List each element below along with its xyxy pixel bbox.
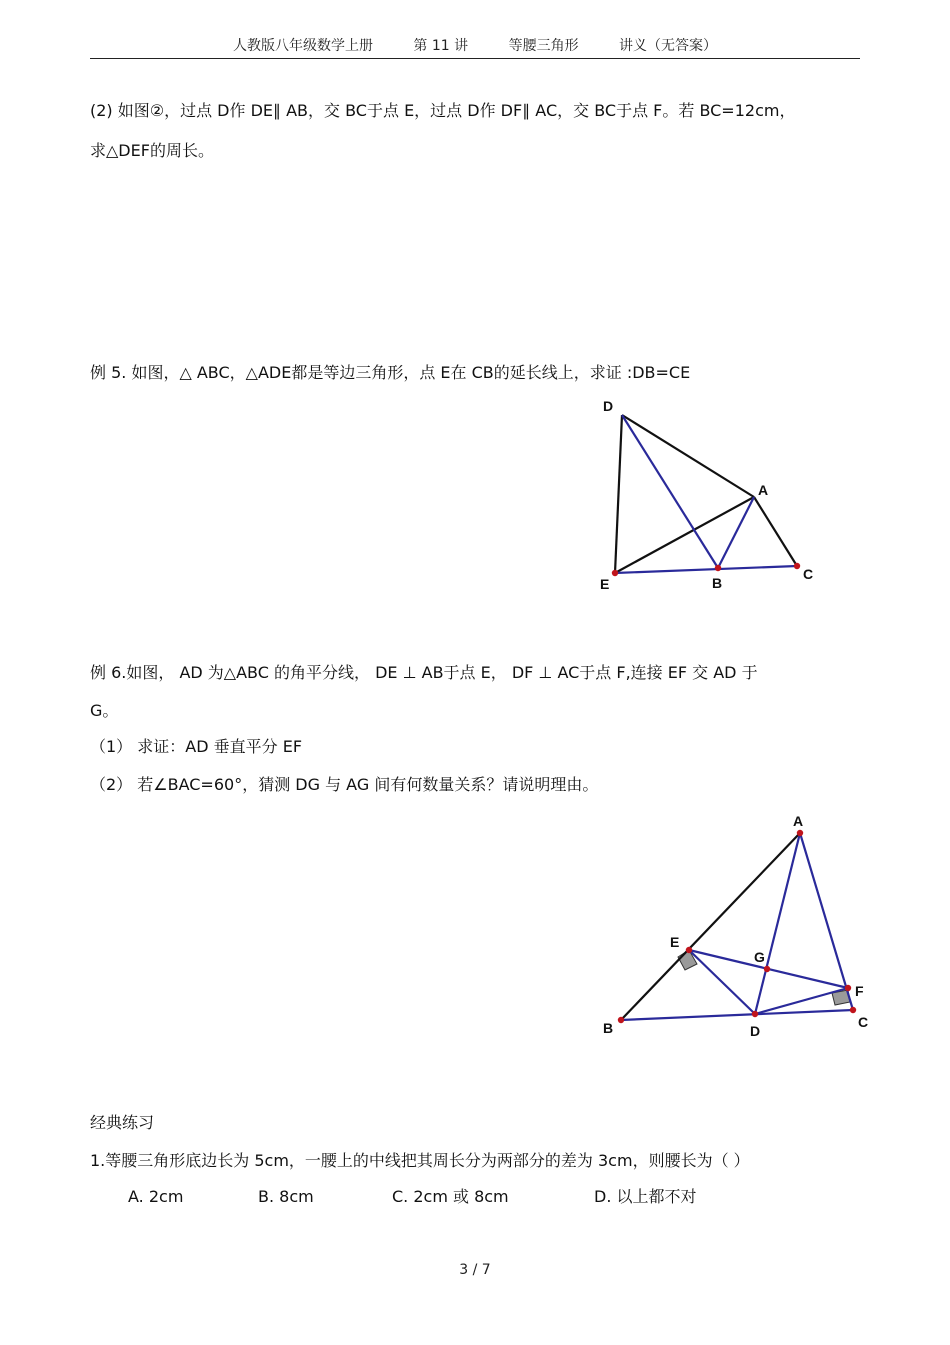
seg-BC (621, 1010, 853, 1020)
label-E: E (600, 576, 610, 592)
point-D (752, 1011, 758, 1017)
label-B: B (712, 575, 723, 591)
example6-line2: G。 (90, 701, 119, 720)
seg-EC (615, 566, 797, 573)
point-B (618, 1017, 624, 1023)
seg-DA (622, 415, 754, 497)
right-angle-E (678, 950, 697, 970)
point-C (794, 563, 800, 569)
header-lecture: 第 11 讲 (413, 38, 469, 54)
option-b: B. 8cm (258, 1187, 314, 1206)
header-topic: 等腰三角形 (508, 38, 579, 54)
label-A: A (758, 482, 769, 498)
seg-DB (622, 415, 718, 568)
option-c: C. 2cm 或 8cm (392, 1187, 509, 1206)
seg-AD (755, 833, 800, 1014)
label-G: G (754, 949, 765, 965)
problem2-line2: 求△DEF的周长。 (90, 141, 214, 160)
point-G (764, 966, 770, 972)
seg-ED (689, 950, 755, 1014)
option-a: A. 2cm (128, 1187, 184, 1206)
label-A: A (793, 813, 804, 829)
label-F: F (855, 983, 864, 999)
point-E (686, 947, 692, 953)
page-number: 3 / 7 (459, 1262, 491, 1278)
label-C: C (803, 566, 814, 582)
label-E: E (670, 934, 680, 950)
example5-text: 例 5. 如图，△ ABC，△ADE都是等边三角形，点 E在 CB的延长线上，求证 :DB=CE (90, 363, 691, 382)
example6-line1: 例 6.如图， AD 为△ABC 的角平分线， DE ⊥ AB于点 E， DF ⊥ AC于点 F,连接 EF 交 AD 于 (90, 663, 758, 682)
seg-DE (615, 415, 622, 573)
header-note: 讲义（无答案） (619, 38, 718, 54)
seg-AB (621, 833, 800, 1020)
point-C (850, 1007, 856, 1013)
example6-q1: （1） 求证：AD 垂直平分 EF (90, 737, 303, 756)
practice-q1: 1.等腰三角形底边长为 5cm，一腰上的中线把其周长分为两部分的差为 3cm，则腰长为（ ） (90, 1151, 750, 1170)
label-D: D (750, 1023, 761, 1039)
option-d: D. 以上都不对 (594, 1187, 697, 1206)
point-A (797, 830, 803, 836)
problem2-line1: (2) 如图②，过点 D作 DE∥ AB，交 BC于点 E，过点 D作 DF∥ AC，交 BC于点 F。若 BC=12cm， (90, 101, 796, 120)
practice-heading: 经典练习 (90, 1113, 155, 1132)
page-header (90, 36, 860, 59)
point-B (715, 565, 721, 571)
point-E (612, 570, 618, 576)
point-F (845, 985, 851, 991)
example6-figure (590, 805, 890, 1050)
label-C: C (858, 1014, 869, 1030)
example6-q2: （2） 若∠BAC=60°，猜测 DG 与 AG 间有何数量关系？请说明理由。 (90, 775, 599, 794)
label-B: B (603, 1020, 614, 1036)
example5-figure (590, 395, 830, 595)
seg-EA (615, 497, 754, 573)
seg-AC (754, 497, 797, 566)
label-D: D (603, 398, 614, 414)
header-book: 人教版八年级数学上册 (232, 38, 373, 54)
